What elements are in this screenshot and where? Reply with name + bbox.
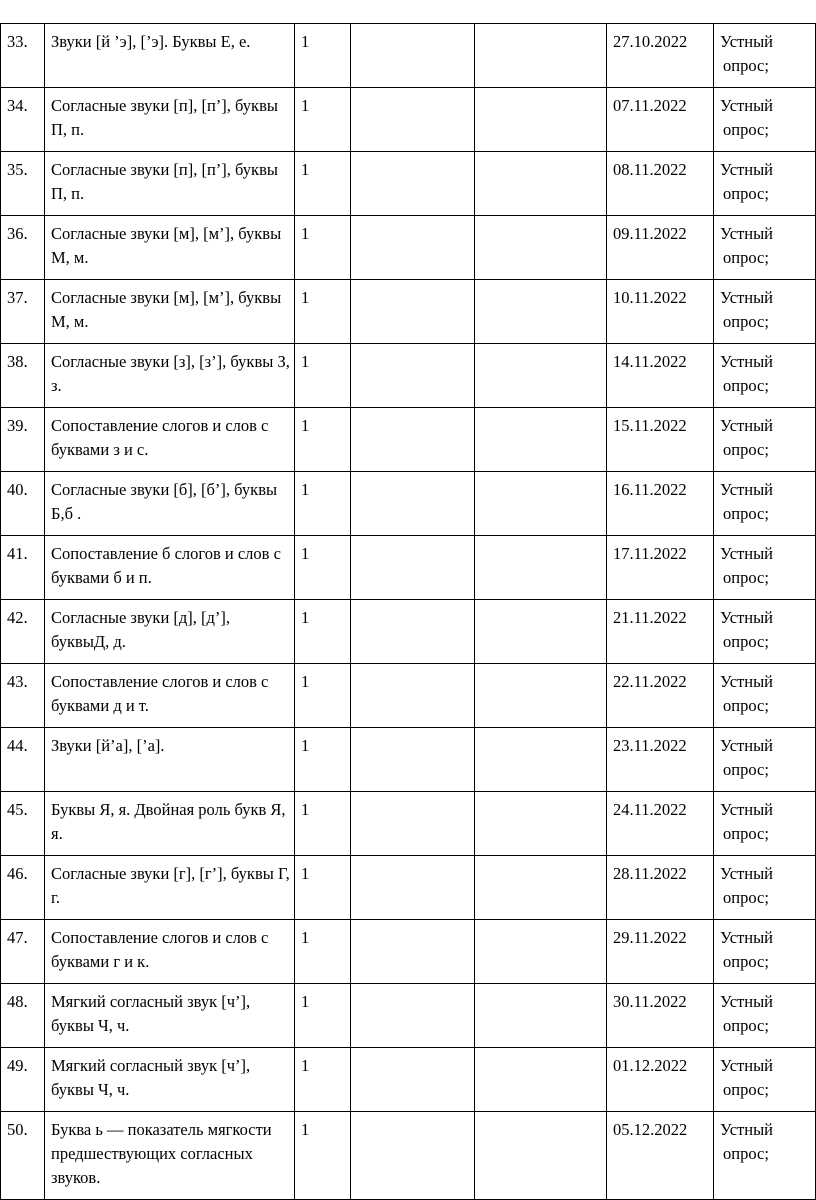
empty-cell <box>475 920 607 984</box>
lesson-topic: Буква ь — показатель мягкости предшествующих согласных звуков. <box>51 1120 272 1187</box>
hours-cell <box>295 344 351 408</box>
lesson-topic: Звуки [й ’э], [’э]. Буквы Е, е. <box>51 32 251 51</box>
control-form-cell <box>714 1112 816 1200</box>
control-form-cell <box>714 664 816 728</box>
lesson-topic-cell <box>45 792 295 856</box>
hours-cell <box>295 152 351 216</box>
control-form-line1: Устный <box>720 800 773 819</box>
lesson-date: 01.12.2022 <box>613 1056 688 1075</box>
date-cell <box>607 1112 714 1200</box>
date-cell <box>607 856 714 920</box>
hours-cell <box>295 536 351 600</box>
empty-cell <box>351 1048 475 1112</box>
table-row <box>1 600 816 664</box>
hours-cell <box>295 728 351 792</box>
empty-cell <box>475 88 607 152</box>
empty-cell <box>475 280 607 344</box>
hours-value: 1 <box>301 608 310 627</box>
lesson-number-cell <box>1 88 45 152</box>
empty-cell <box>351 88 475 152</box>
lesson-topic-cell <box>45 1112 295 1200</box>
lesson-number-cell <box>1 1112 45 1200</box>
date-cell <box>607 984 714 1048</box>
lesson-number-cell <box>1 344 45 408</box>
lesson-number-cell <box>1 728 45 792</box>
empty-cell <box>475 600 607 664</box>
control-form-line2: опрос; <box>723 56 769 75</box>
control-form-line1: Устный <box>720 992 773 1011</box>
empty-cell <box>475 1112 607 1200</box>
table-row <box>1 1112 816 1200</box>
lesson-number-cell <box>1 1048 45 1112</box>
empty-cell <box>351 728 475 792</box>
lesson-date: 09.11.2022 <box>613 224 687 243</box>
empty-cell <box>475 792 607 856</box>
lesson-number: 47. <box>7 928 28 947</box>
control-form-line2: опрос; <box>723 120 769 139</box>
lesson-topic: Мягкий согласный звук [ч’], буквы Ч, ч. <box>51 992 251 1035</box>
lesson-topic: Сопоставление слогов и слов с буквами д и т. <box>51 672 269 715</box>
lesson-topic-cell <box>45 24 295 88</box>
lesson-topic: Буквы Я, я. Двойная роль букв Я, я. <box>51 800 286 843</box>
hours-cell <box>295 408 351 472</box>
table-row <box>1 472 816 536</box>
lesson-number-cell <box>1 792 45 856</box>
control-form-line2: опрос; <box>723 248 769 267</box>
date-cell <box>607 24 714 88</box>
lesson-date: 30.11.2022 <box>613 992 687 1011</box>
date-cell <box>607 280 714 344</box>
hours-value: 1 <box>301 736 310 755</box>
empty-cell <box>475 984 607 1048</box>
control-form-line2: опрос; <box>723 1016 769 1035</box>
lesson-date: 14.11.2022 <box>613 352 687 371</box>
hours-value: 1 <box>301 672 310 691</box>
lesson-topic: Согласные звуки [г], [г’], буквы Г, г. <box>51 864 290 907</box>
empty-cell <box>351 152 475 216</box>
hours-cell <box>295 24 351 88</box>
hours-value: 1 <box>301 416 310 435</box>
lesson-topic: Согласные звуки [м], [м’], буквы М, м. <box>51 224 282 267</box>
date-cell <box>607 600 714 664</box>
table-row <box>1 280 816 344</box>
table-row <box>1 1048 816 1112</box>
control-form-line2: опрос; <box>723 568 769 587</box>
hours-cell <box>295 664 351 728</box>
control-form-line1: Устный <box>720 288 773 307</box>
hours-cell <box>295 1112 351 1200</box>
lesson-number-cell <box>1 152 45 216</box>
empty-cell <box>475 1048 607 1112</box>
control-form-line1: Устный <box>720 544 773 563</box>
lesson-topic: Согласные звуки [м], [м’], буквы М, м. <box>51 288 282 331</box>
control-form-line1: Устный <box>720 416 773 435</box>
control-form-line1: Устный <box>720 352 773 371</box>
lesson-topic: Звуки [й’а], [’а]. <box>51 736 165 755</box>
lesson-topic-cell <box>45 472 295 536</box>
lesson-topic: Сопоставление слогов и слов с буквами г и к. <box>51 928 269 971</box>
empty-cell <box>351 24 475 88</box>
table-row <box>1 24 816 88</box>
control-form-cell <box>714 920 816 984</box>
hours-value: 1 <box>301 800 310 819</box>
lesson-date: 16.11.2022 <box>613 480 687 499</box>
date-cell <box>607 216 714 280</box>
control-form-cell <box>714 984 816 1048</box>
hours-value: 1 <box>301 288 310 307</box>
lesson-number: 36. <box>7 224 28 243</box>
lesson-topic-cell <box>45 536 295 600</box>
lesson-topic: Согласные звуки [п], [п’], буквы П, п. <box>51 96 278 139</box>
empty-cell <box>475 664 607 728</box>
lesson-number: 48. <box>7 992 28 1011</box>
lesson-topic: Согласные звуки [з], [з’], буквы З, з. <box>51 352 290 395</box>
lesson-date: 28.11.2022 <box>613 864 687 883</box>
lesson-plan-table <box>0 23 816 1200</box>
lesson-topic-cell <box>45 1048 295 1112</box>
table-row <box>1 408 816 472</box>
control-form-line1: Устный <box>720 1056 773 1075</box>
control-form-cell <box>714 152 816 216</box>
lesson-number: 46. <box>7 864 28 883</box>
lesson-number-cell <box>1 280 45 344</box>
lesson-topic-cell <box>45 280 295 344</box>
lesson-number-cell <box>1 856 45 920</box>
date-cell <box>607 536 714 600</box>
lesson-topic-cell <box>45 216 295 280</box>
lesson-number-cell <box>1 984 45 1048</box>
control-form-line2: опрос; <box>723 1144 769 1163</box>
lesson-number: 44. <box>7 736 28 755</box>
lesson-topic-cell <box>45 728 295 792</box>
hours-cell <box>295 216 351 280</box>
lesson-number: 43. <box>7 672 28 691</box>
hours-value: 1 <box>301 96 310 115</box>
empty-cell <box>351 536 475 600</box>
hours-cell <box>295 792 351 856</box>
lesson-topic: Согласные звуки [п], [п’], буквы П, п. <box>51 160 278 203</box>
date-cell <box>607 472 714 536</box>
table-row <box>1 152 816 216</box>
lesson-topic: Согласные звуки [б], [б’], буквы Б,б . <box>51 480 278 523</box>
table-body <box>1 24 816 1200</box>
lesson-topic-cell <box>45 600 295 664</box>
lesson-topic: Сопоставление слогов и слов с буквами з и с. <box>51 416 269 459</box>
control-form-cell <box>714 280 816 344</box>
lesson-number-cell <box>1 664 45 728</box>
lesson-topic-cell <box>45 408 295 472</box>
table-row <box>1 792 816 856</box>
control-form-line1: Устный <box>720 480 773 499</box>
date-cell <box>607 664 714 728</box>
hours-value: 1 <box>301 352 310 371</box>
lesson-topic-cell <box>45 344 295 408</box>
empty-cell <box>475 344 607 408</box>
table-row <box>1 984 816 1048</box>
lesson-number: 42. <box>7 608 28 627</box>
table-row <box>1 728 816 792</box>
control-form-cell <box>714 600 816 664</box>
control-form-line1: Устный <box>720 608 773 627</box>
control-form-line2: опрос; <box>723 824 769 843</box>
hours-cell <box>295 984 351 1048</box>
lesson-date: 08.11.2022 <box>613 160 687 179</box>
empty-cell <box>475 216 607 280</box>
control-form-line1: Устный <box>720 96 773 115</box>
control-form-cell <box>714 216 816 280</box>
empty-cell <box>475 408 607 472</box>
date-cell <box>607 792 714 856</box>
empty-cell <box>351 920 475 984</box>
control-form-line1: Устный <box>720 32 773 51</box>
control-form-cell <box>714 792 816 856</box>
table-row <box>1 664 816 728</box>
hours-cell <box>295 280 351 344</box>
hours-cell <box>295 600 351 664</box>
hours-value: 1 <box>301 1120 310 1139</box>
empty-cell <box>351 472 475 536</box>
control-form-line1: Устный <box>720 672 773 691</box>
control-form-line2: опрос; <box>723 696 769 715</box>
lesson-date: 23.11.2022 <box>613 736 687 755</box>
hours-value: 1 <box>301 480 310 499</box>
hours-value: 1 <box>301 224 310 243</box>
lesson-topic-cell <box>45 856 295 920</box>
lesson-number: 34. <box>7 96 28 115</box>
lesson-number-cell <box>1 920 45 984</box>
lesson-date: 10.11.2022 <box>613 288 687 307</box>
empty-cell <box>351 280 475 344</box>
control-form-line2: опрос; <box>723 952 769 971</box>
hours-value: 1 <box>301 160 310 179</box>
lesson-topic-cell <box>45 664 295 728</box>
table-row <box>1 536 816 600</box>
hours-cell <box>295 472 351 536</box>
empty-cell <box>351 216 475 280</box>
empty-cell <box>475 856 607 920</box>
empty-cell <box>475 728 607 792</box>
lesson-number-cell <box>1 408 45 472</box>
control-form-cell <box>714 728 816 792</box>
empty-cell <box>351 408 475 472</box>
empty-cell <box>351 344 475 408</box>
hours-value: 1 <box>301 1056 310 1075</box>
lesson-number-cell <box>1 472 45 536</box>
date-cell <box>607 1048 714 1112</box>
control-form-line2: опрос; <box>723 1080 769 1099</box>
lesson-number: 49. <box>7 1056 28 1075</box>
hours-cell <box>295 88 351 152</box>
control-form-cell <box>714 1048 816 1112</box>
table-row <box>1 344 816 408</box>
empty-cell <box>351 984 475 1048</box>
control-form-line2: опрос; <box>723 504 769 523</box>
lesson-date: 22.11.2022 <box>613 672 687 691</box>
hours-value: 1 <box>301 544 310 563</box>
lesson-number: 37. <box>7 288 28 307</box>
table-row <box>1 856 816 920</box>
control-form-cell <box>714 536 816 600</box>
control-form-line2: опрос; <box>723 760 769 779</box>
lesson-number-cell <box>1 216 45 280</box>
control-form-cell <box>714 472 816 536</box>
lesson-number: 50. <box>7 1120 28 1139</box>
table-row <box>1 920 816 984</box>
empty-cell <box>475 24 607 88</box>
lesson-number: 38. <box>7 352 28 371</box>
lesson-topic: Сопоставление б слогов и слов с буквами б и п. <box>51 544 281 587</box>
hours-value: 1 <box>301 992 310 1011</box>
date-cell <box>607 152 714 216</box>
date-cell <box>607 344 714 408</box>
hours-cell <box>295 856 351 920</box>
lesson-date: 24.11.2022 <box>613 800 687 819</box>
lesson-date: 17.11.2022 <box>613 544 687 563</box>
lesson-date: 15.11.2022 <box>613 416 687 435</box>
control-form-cell <box>714 856 816 920</box>
date-cell <box>607 408 714 472</box>
lesson-date: 05.12.2022 <box>613 1120 688 1139</box>
lesson-date: 29.11.2022 <box>613 928 687 947</box>
control-form-cell <box>714 408 816 472</box>
empty-cell <box>475 536 607 600</box>
empty-cell <box>475 472 607 536</box>
control-form-line1: Устный <box>720 864 773 883</box>
lesson-number-cell <box>1 536 45 600</box>
control-form-line2: опрос; <box>723 376 769 395</box>
lesson-topic: Мягкий согласный звук [ч’], буквы Ч, ч. <box>51 1056 251 1099</box>
control-form-line1: Устный <box>720 736 773 755</box>
control-form-cell <box>714 344 816 408</box>
lesson-number: 35. <box>7 160 28 179</box>
empty-cell <box>351 600 475 664</box>
lesson-topic: Согласные звуки [д], [д’], буквыД, д. <box>51 608 231 651</box>
control-form-line1: Устный <box>720 1120 773 1139</box>
control-form-line2: опрос; <box>723 184 769 203</box>
lesson-topic-cell <box>45 88 295 152</box>
lesson-date: 21.11.2022 <box>613 608 687 627</box>
control-form-line1: Устный <box>720 160 773 179</box>
date-cell <box>607 728 714 792</box>
lesson-number-cell <box>1 600 45 664</box>
date-cell <box>607 88 714 152</box>
lesson-number: 41. <box>7 544 28 563</box>
control-form-line2: опрос; <box>723 312 769 331</box>
empty-cell <box>351 1112 475 1200</box>
lesson-date: 27.10.2022 <box>613 32 688 51</box>
hours-value: 1 <box>301 928 310 947</box>
control-form-line2: опрос; <box>723 632 769 651</box>
table-row <box>1 216 816 280</box>
table-row <box>1 88 816 152</box>
lesson-number-cell <box>1 24 45 88</box>
hours-value: 1 <box>301 864 310 883</box>
control-form-cell <box>714 24 816 88</box>
lesson-topic-cell <box>45 920 295 984</box>
hours-value: 1 <box>301 32 310 51</box>
control-form-line2: опрос; <box>723 440 769 459</box>
control-form-line1: Устный <box>720 928 773 947</box>
empty-cell <box>351 856 475 920</box>
control-form-line2: опрос; <box>723 888 769 907</box>
date-cell <box>607 920 714 984</box>
lesson-topic-cell <box>45 152 295 216</box>
lesson-number: 45. <box>7 800 28 819</box>
hours-cell <box>295 1048 351 1112</box>
lesson-number: 40. <box>7 480 28 499</box>
lesson-number: 39. <box>7 416 28 435</box>
empty-cell <box>351 664 475 728</box>
control-form-cell <box>714 88 816 152</box>
empty-cell <box>475 152 607 216</box>
lesson-number: 33. <box>7 32 28 51</box>
lesson-date: 07.11.2022 <box>613 96 687 115</box>
hours-cell <box>295 920 351 984</box>
empty-cell <box>351 792 475 856</box>
control-form-line1: Устный <box>720 224 773 243</box>
lesson-topic-cell <box>45 984 295 1048</box>
